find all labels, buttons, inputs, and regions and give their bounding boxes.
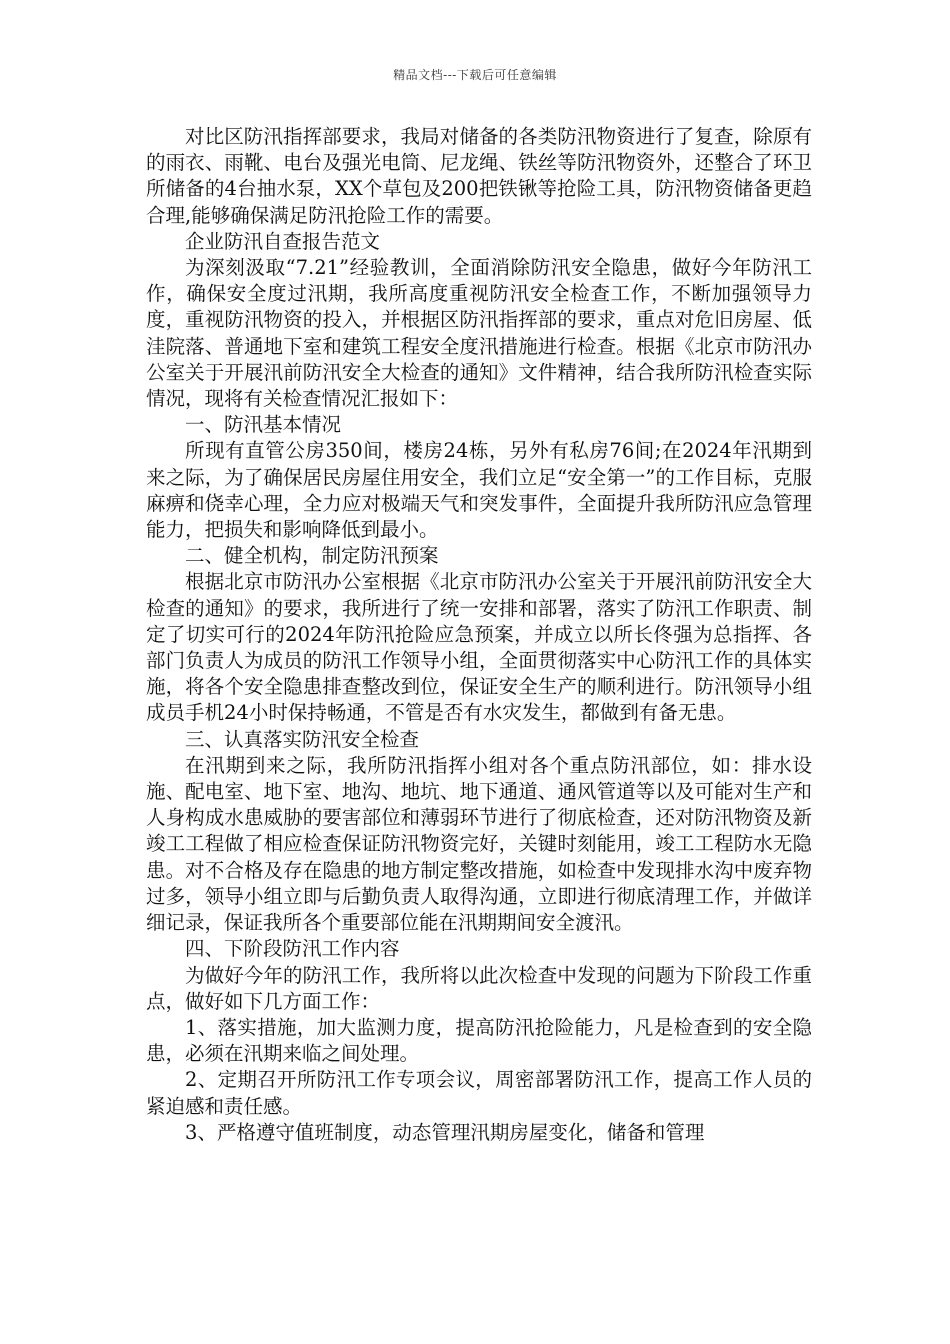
paragraph-flood-supplies: 对比区防汛指挥部要求，我局对储备的各类防汛物资进行了复查，除原有的雨衣、雨靴、电台及强光电筒、尼龙绳、铁丝等防汛物资外，还整合了环卫所储备的4台抽水泵，XX个草包及200把铁锹等抢险工具，防汛物资储备更趋合理,能够确保满足防汛抢险工作的需要。 (146, 125, 812, 227)
list-item-measures: 1、落实措施，加大监测力度，提高防汛抢险能力，凡是检查到的安全隐患，必须在汛期来临之间处理。 (146, 1015, 812, 1066)
paragraph-organization-plan: 根据北京市防汛办公室根据《北京市防汛办公室关于开展汛前防汛安全大检查的通知》的要求，我所进行了统一安排和部署，落实了防汛工作职责、制定了切实可行的2024年防汛抢险应急预案，并成立以所长佟强为总指挥、各部门负责人为成员的防汛工作领导小组，全面贯彻落实中心防汛工作的具体实施，将各个安全隐患排查整改到位，保证安全生产的顺利进行。防汛领导小组成员手机24小时保持畅通，不管是否有水灾发生，都做到有备无患。 (146, 570, 812, 725)
heading-organization-plan: 二、健全机构，制定防汛预案 (185, 544, 439, 568)
section-title: 企业防汛自查报告范文 (185, 229, 381, 253)
paragraph-intro: 为深刻汲取“7.21”经验教训，全面消除防汛安全隐患，做好今年防汛工作，确保安全度过汛期，我所高度重视防汛安全检查工作，不断加强领导力度，重视防汛物资的投入，并根据区防汛指挥部的要求，重点对危旧房屋、低洼院落、普通地下室和建筑工程安全度汛措施进行检查。根据《北京市防汛办公室关于开展汛前防汛安全大检查的通知》文件精神，结合我所防汛检查实际情况，现将有关检查情况汇报如下： (146, 256, 812, 411)
page-header-note: 精品文档---下载后可任意编辑 (393, 68, 557, 82)
heading-basic-situation: 一、防汛基本情况 (185, 413, 342, 437)
paragraph-safety-inspection: 在汛期到来之际，我所防汛指挥小组对各个重点防汛部位，如：排水设施、配电室、地下室、地沟、地坑、地下通道、通风管道等以及可能对生产和人身构成水患威胁的要害部位和薄弱环节进行了彻底检查，还对防汛物资及新竣工工程做了相应检查保证防汛物资完好，关键时刻能用，竣工工程防水无隐患。对不合格及存在隐患的地方制定整改措施，如检查中发现排水沟中废弃物过多，领导小组立即与后勤负责人取得沟通，立即进行彻底清理工作，并做详细记录，保证我所各个重要部位能在汛期期间安全渡汛。 (146, 753, 812, 935)
heading-safety-inspection: 三、认真落实防汛安全检查 (185, 727, 420, 751)
heading-next-stage: 四、下阶段防汛工作内容 (185, 937, 400, 961)
paragraph-basic-situation: 所现有直管公房350间，楼房24栋，另外有私房76间;在2024年汛期到来之际，为了确保居民房屋住用安全，我们立足“安全第一”的工作目标，克服麻痹和侥幸心理，全力应对极端天气和突发事件，全面提升我所防汛应急管理能力，把损失和影响降低到最小。 (146, 439, 812, 542)
list-item-meetings: 2、定期召开所防汛工作专项会议，周密部署防汛工作，提高工作人员的紧迫感和责任感。 (146, 1068, 812, 1118)
document-body (146, 124, 812, 1146)
list-item-duty: 3、严格遵守值班制度，动态管理汛期房屋变化，储备和管理 (185, 1120, 705, 1144)
paragraph-next-stage: 为做好今年的防汛工作，我所将以此次检查中发现的问题为下阶段工作重点，做好如下几方面工作： (146, 963, 812, 1013)
